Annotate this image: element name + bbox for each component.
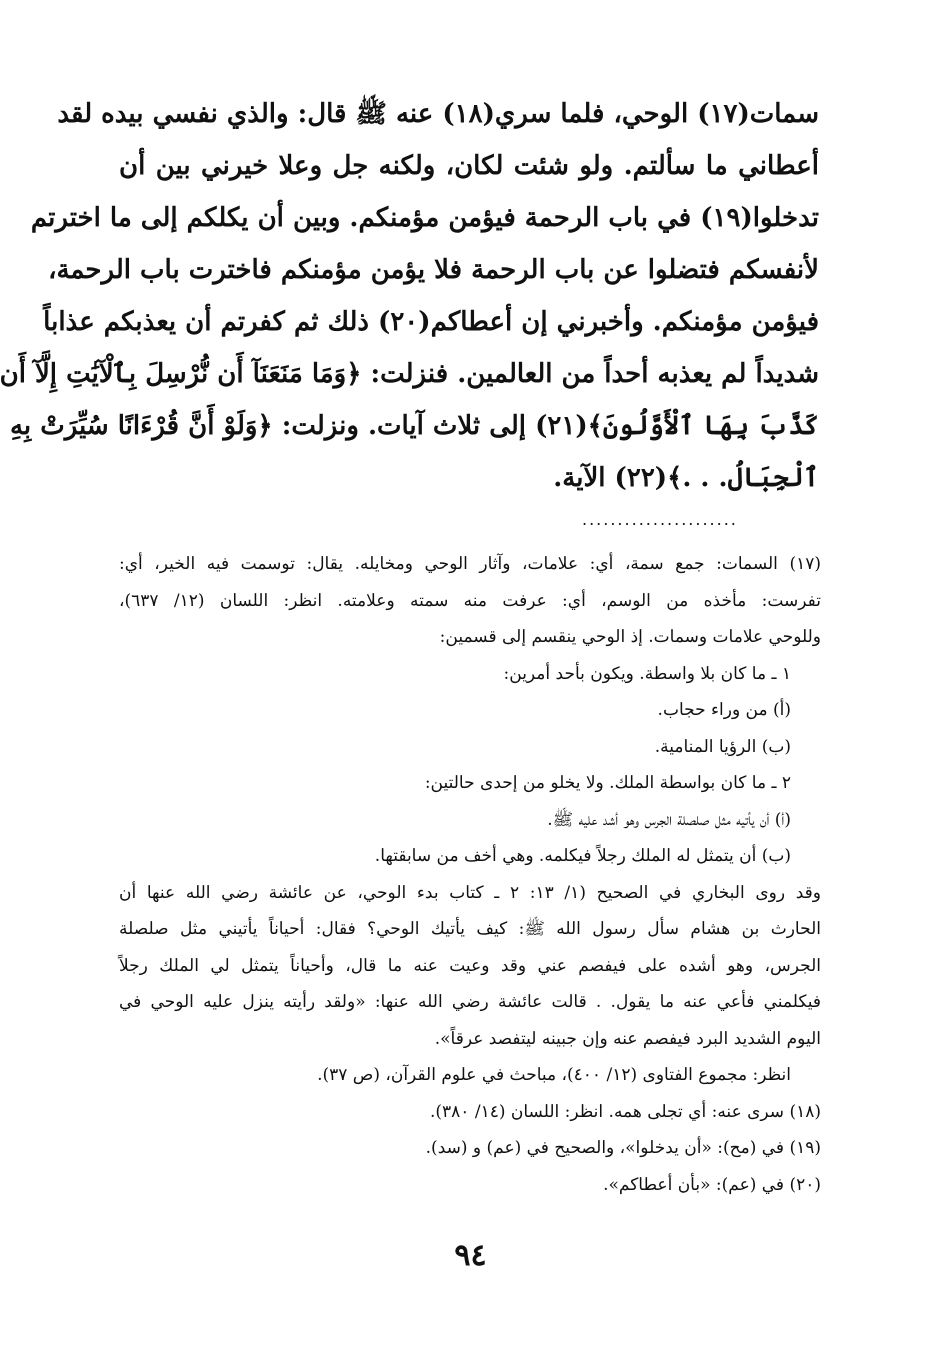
footnote-line: فيكلمني فأعي عنه ما يقول. . قالت عائشة رضي الله عنها: «ولقد رأيته ينزل عليه الوحي في — [119, 992, 821, 1012]
main-text-line: تدخلوا(١٩) في باب الرحمة فيؤمن مؤمنكم. وبين أن يكلكم إلى ما اخترتم — [30, 203, 819, 233]
footnotes-block — [119, 546, 821, 1203]
footnote-line: وقد روى البخاري في الصحيح (١/ ١٣: ٢ ـ كتاب بدء الوحي، عن عائشة رضي الله عنها أن — [119, 882, 821, 903]
main-text-line: لأنفسكم فتضلوا عن باب الرحمة فلا يؤمن مؤمنكم فاخترت باب الرحمة، — [48, 255, 819, 285]
footnote-line: (ب) أن يتمثل له الملك رجلاً فيكلمه. وهي أخف من سابقتها. — [374, 846, 791, 866]
footnote-line: انظر: مجموع الفتاوى (١٢/ ٤٠٠)، مباحث في علوم القرآن، (ص ٣٧). — [317, 1065, 791, 1085]
footnote-line: (١٨) سرى عنه: أي تجلى همه. انظر: اللسان (١٤/ ٣٨٠). — [429, 1101, 821, 1122]
main-text-block — [0, 88, 819, 504]
footnote-line: ١ ـ ما كان بلا واسطة. ويكون بأحد أمرين: — [503, 663, 791, 684]
page-number: ٩٤ — [454, 1238, 487, 1273]
footnote-line: (أ) من وراء حجاب. — [657, 700, 791, 720]
footnote-line: (٢٠) في (عم): «بأن أعطاكم». — [603, 1174, 821, 1195]
main-text-line: أعطاني ما سألتم. ولو شئت لكان، ولكنه جل وعلا خيرني بين أن — [119, 151, 819, 181]
footnote-line: ٢ ـ ما كان بواسطة الملك. ولا يخلو من إحدى حالتين: — [424, 773, 791, 793]
main-text-line: فيؤمن مؤمنكم. وأخبرني إن أعطاكم(٢٠) ذلك ثم كفرتم أن يعذبكم عذاباً — [43, 307, 819, 337]
footnote-line: (١٧) السمات: جمع سمة، أي: علامات، وآثار الوحي ومخايله. يقال: توسمت فيه الخير، أي: — [119, 554, 821, 574]
main-text-line: شديداً لم يعذبه أحداً من العالمين. فنزلت: ﴿وَمَا مَنَعَنَآ أَن نُّرْسِلَ بِٱلْآيَٰتِ إِلَّآ أَن — [0, 359, 819, 389]
main-text-line: سمات(١٧) الوحي، فلما سري(١٨) عنه ﷺ قال: والذي نفسي بيده لقد — [57, 99, 819, 129]
book-page — [2, 0, 939, 1371]
footnote-line: اليوم الشديد البرد فيفصم عنه وإن جبينه ليتفصد عرقاً». — [434, 1028, 821, 1049]
footnote-line: (ب) الرؤيا المنامية. — [654, 736, 791, 757]
footnote-line: الجرس، وهو أشده على فيفصم عني وقد وعيت عنه ما قال، وأحياناً يتمثل لي الملك رجلاً — [119, 955, 821, 976]
main-text-line: ٱلْجِبَالُ. . .﴾(٢٢) الآية. — [553, 463, 819, 493]
main-text-line: كَذَّبَ بِهَا ٱلْأَوَّلُونَ﴾(٢١) إلى ثلاث آيات. ونزلت: ﴿وَلَوْ أَنَّ قُرْءَانًا سُيِّرَتْ بِهِ — [9, 411, 819, 441]
footnote-line: وللوحي علامات وسمات. إذ الوحي ينقسم إلى قسمين: — [439, 627, 821, 647]
footnote-separator: ...................... — [582, 510, 738, 529]
footnote-line: (١٩) في (مح): «أن يدخلوا»، والصحيح في (عم) و (سد). — [425, 1138, 821, 1158]
footnote-line: (أ) أن يأتيه مثل صلصلة الجرس وهو أشد عليه ﷺ. — [547, 809, 791, 830]
footnote-line: الحارث بن هشام سأل رسول الله ﷺ: كيف يأتيك الوحي؟ فقال: أحياناً يأتيني مثل صلصلة — [119, 919, 821, 939]
footnote-line: تفرست: مأخذه من الوسم، أي: عرفت منه سمته وعلامته. انظر: اللسان (١٢/ ٦٣٧)، — [119, 590, 821, 611]
